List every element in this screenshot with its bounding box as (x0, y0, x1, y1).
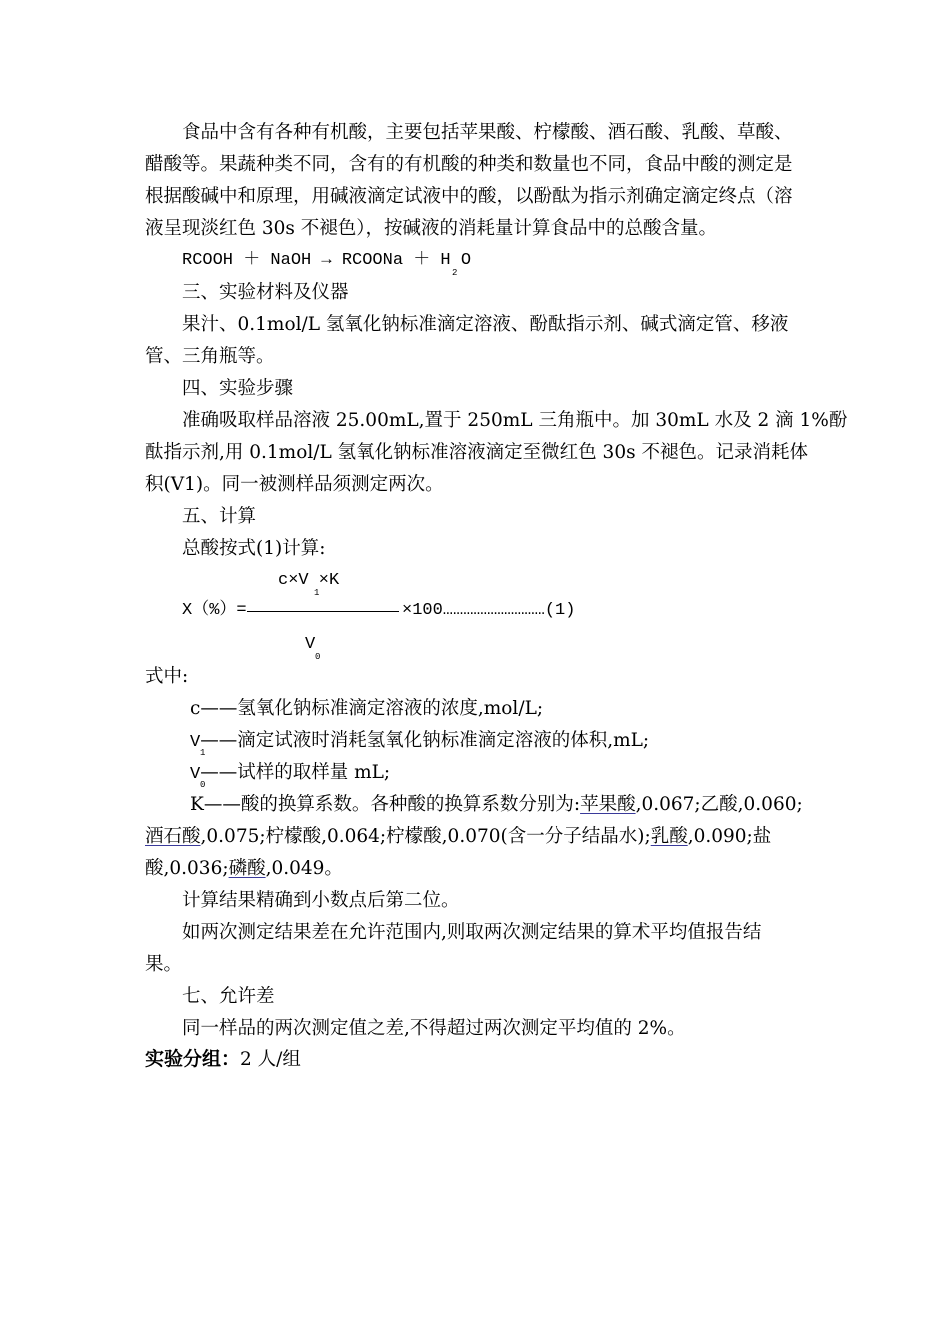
def-k-line-3 (145, 856, 343, 882)
def-k-values: ,0.067;乙酸,0.060; (635, 794, 803, 815)
def-k2-tail: ,0.090;盐 (687, 826, 772, 847)
def-v0-subscript: 0 (200, 780, 206, 790)
formula-denominator: V (305, 635, 316, 654)
def-v1 (190, 728, 649, 756)
reaction-equation: RCOOH ＋ NaOH → RCOONa ＋ H O (182, 251, 472, 270)
average-line-1: 如两次测定结果差在允许范围内,则取两次测定结果的算术平均值报告结 (182, 922, 762, 943)
section3-heading: 三、实验材料及仪器 (182, 282, 349, 303)
formula-numerator: c×V ×K (278, 571, 340, 590)
grouping (145, 1046, 301, 1073)
lactic-acid-link[interactable]: 乳酸 (650, 826, 688, 847)
precision-note: 计算结果精确到小数点后第二位。 (182, 890, 460, 911)
formula-rhs: ×100…………………………(1) (402, 601, 576, 620)
def-v1-text: ——滴定试液时消耗氢氧化钠标准滴定溶液的体积,mL; (200, 730, 650, 751)
average-line-2: 果。 (145, 954, 183, 975)
phosphoric-acid-link[interactable]: 磷酸 (228, 858, 266, 879)
reaction-subscript: 2 (452, 268, 458, 278)
intro-line-1: 食品中含有各种有机酸，主要包括苹果酸、柠檬酸、酒石酸、乳酸、草酸、 (182, 122, 793, 143)
def-v0 (190, 760, 390, 788)
tartaric-acid-link[interactable]: 酒石酸 (145, 826, 201, 847)
formula-numerator-subscript: 1 (314, 588, 320, 598)
section4-line-1: 准确吸取样品溶液 25.00mL,置于 250mL 三角瓶中。加 30mL 水及 2 滴 1%酚 (182, 410, 848, 431)
section7-text: 同一样品的两次测定值之差,不得超过两次测定平均值的 2%。 (182, 1018, 686, 1039)
def-k-text: K——酸的换算系数。各种酸的换算系数分别为: (190, 794, 581, 815)
intro-line-2: 醋酸等。果蔬种类不同，含有的有机酸的种类和数量也不同，食品中酸的测定是 (145, 154, 793, 175)
def-c: c——氢氧化钠标准滴定溶液的浓度,mol/L; (190, 698, 544, 719)
def-k-line-2 (145, 824, 771, 850)
def-v0-var: V (190, 765, 201, 784)
section4-line-3: 积(V1)。同一被测样品须测定两次。 (145, 474, 444, 495)
section4-line-2: 酞指示剂,用 0.1mol/L 氢氧化钠标准溶液滴定至微红色 30s 不褪色。记录消耗体 (145, 442, 808, 463)
def-k2-values: ,0.075;柠檬酸,0.064;柠檬酸,0.070(含一分子结晶水); (200, 826, 651, 847)
section3-line-1: 果汁、0.1mol/L 氢氧化钠标准滴定溶液、酚酞指示剂、碱式滴定管、移液 (182, 314, 789, 335)
section3-line-2: 管、三角瓶等。 (145, 346, 275, 367)
def-k3-tail: ,0.049。 (265, 858, 343, 879)
def-k-line-1 (190, 792, 803, 818)
formula-lhs: X（%）= (182, 601, 247, 620)
section5-intro: 总酸按式(1)计算: (182, 538, 326, 559)
intro-line-3: 根据酸碱中和原理，用碱液滴定试液中的酸，以酚酞为指示剂确定滴定终点（溶 (145, 186, 793, 207)
section5-heading: 五、计算 (182, 506, 257, 527)
def-v1-var: V (190, 733, 201, 752)
intro-line-4: 液呈现淡红色 30s 不褪色），按碱液的消耗量计算食品中的总酸含量。 (145, 218, 718, 239)
fraction-line (247, 611, 399, 612)
grouping-label: 实验分组： (145, 1048, 241, 1070)
where-label: 式中: (145, 666, 189, 687)
def-v0-text: ——试样的取样量 mL; (200, 762, 391, 783)
grouping-value: 2 人/组 (240, 1049, 301, 1070)
def-k3-head: 酸,0.036; (145, 858, 229, 879)
def-v1-subscript: 1 (200, 748, 206, 758)
formula-denominator-subscript: 0 (315, 652, 321, 662)
malic-acid-link[interactable]: 苹果酸 (580, 794, 636, 815)
section4-heading: 四、实验步骤 (182, 378, 294, 399)
section7-heading: 七、允许差 (182, 986, 275, 1007)
